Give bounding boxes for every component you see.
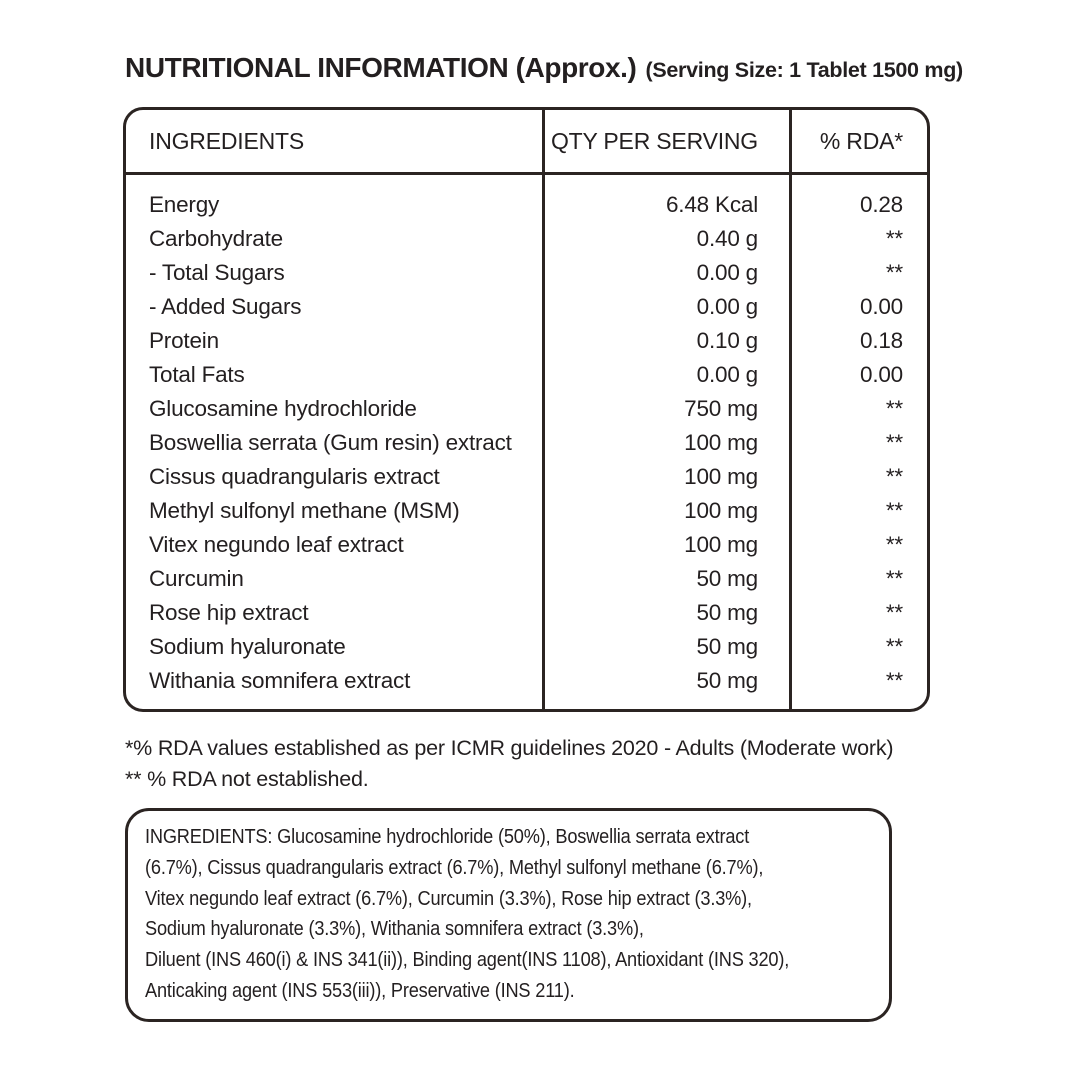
ingredient-qty: 100 mg [684, 430, 758, 455]
ingredients-line: INGREDIENTS: Glucosamine hydrochloride (50%), Boswellia serrata extract [145, 826, 750, 848]
ingredients-line: Sodium hyaluronate (3.3%), Withania somnifera extract (3.3%), [145, 918, 644, 941]
ingredient-rda: ** [885, 260, 903, 285]
ingredient-qty: 100 mg [684, 464, 758, 489]
table-row [126, 324, 927, 358]
ingredient-rda: ** [885, 498, 903, 523]
ingredients-line: (6.7%), Cissus quadrangularis extract (6.7%), Methyl sulfonyl methane (6.7%), [145, 856, 764, 879]
ingredient-name: Cissus quadrangularis extract [149, 464, 440, 489]
table-row [126, 596, 927, 630]
ingredient-name: - Added Sugars [149, 294, 302, 319]
ingredient-qty: 0.00 g [696, 260, 758, 285]
title-text: NUTRITIONAL INFORMATION (Approx.) [125, 52, 637, 83]
ingredient-name: Vitex negundo leaf extract [149, 532, 404, 557]
ingredient-name: Protein [149, 328, 219, 353]
ingredient-rda: ** [885, 566, 903, 591]
ingredient-name: Energy [149, 192, 220, 217]
ingredient-qty: 0.40 g [696, 226, 758, 251]
ingredient-qty: 0.00 g [696, 362, 758, 387]
ingredient-rda: ** [885, 668, 903, 693]
ingredient-rda: ** [885, 532, 903, 557]
header-qty-per-serving: QTY PER SERVING [550, 128, 758, 154]
ingredients-line: Anticaking agent (INS 553(iii)), Preservative (INS 211). [145, 979, 575, 1002]
ingredients-line: Vitex negundo leaf extract (6.7%), Curcumin (3.3%), Rose hip extract (3.3%), [145, 887, 752, 910]
ingredient-rda: ** [885, 430, 903, 455]
table-row [126, 256, 927, 290]
ingredient-qty: 50 mg [696, 600, 758, 625]
ingredient-rda: 0.00 [860, 362, 903, 387]
ingredient-qty: 6.48 Kcal [665, 192, 758, 217]
ingredient-name: Sodium hyaluronate [149, 634, 346, 659]
footnotes [125, 733, 893, 795]
page-title [125, 52, 963, 84]
column-divider-2 [789, 110, 792, 709]
ingredient-name: Withania somnifera extract [149, 668, 411, 693]
footnote-rda-not-established: ** % RDA not established. [125, 767, 369, 791]
ingredients-line: Diluent (INS 460(i) & INS 341(ii)), Binding agent(INS 1108), Antioxidant (INS 320), [145, 949, 790, 972]
ingredient-rda: 0.00 [860, 294, 903, 319]
table-body [126, 175, 927, 698]
ingredient-name: Carbohydrate [149, 226, 283, 251]
ingredient-rda: ** [885, 226, 903, 251]
table-row [126, 494, 927, 528]
ingredient-name: - Total Sugars [149, 260, 285, 285]
ingredient-rda: ** [885, 396, 903, 421]
table-row [126, 392, 927, 426]
ingredient-qty: 50 mg [696, 668, 758, 693]
table-row [126, 358, 927, 392]
nutrition-table [123, 107, 930, 712]
table-row [126, 664, 927, 698]
ingredient-name: Glucosamine hydrochloride [149, 396, 417, 421]
ingredient-rda: ** [885, 464, 903, 489]
ingredient-qty: 750 mg [684, 396, 758, 421]
column-divider-1 [542, 110, 545, 709]
header-rda: % RDA* [819, 128, 903, 154]
table-row [126, 630, 927, 664]
ingredient-qty: 0.00 g [696, 294, 758, 319]
serving-size-text: (Serving Size: 1 Tablet 1500 mg) [645, 58, 963, 82]
ingredient-rda: ** [885, 634, 903, 659]
ingredient-name: Rose hip extract [149, 600, 309, 625]
footnote-rda-established: *% RDA values established as per ICMR guidelines 2020 - Adults (Moderate work) [125, 736, 894, 760]
table-header-row [126, 110, 927, 175]
table-row [126, 528, 927, 562]
header-ingredients: INGREDIENTS [149, 128, 304, 154]
ingredient-qty: 100 mg [684, 532, 758, 557]
table-row [126, 562, 927, 596]
ingredient-name: Total Fats [149, 362, 245, 387]
ingredients-box-text [145, 822, 907, 1007]
ingredient-rda: 0.18 [860, 328, 903, 353]
table-row [126, 188, 927, 222]
ingredient-rda: ** [885, 600, 903, 625]
ingredient-qty: 50 mg [696, 634, 758, 659]
table-row [126, 426, 927, 460]
nutrition-table-inner [126, 110, 927, 709]
ingredient-rda: 0.28 [860, 192, 903, 217]
ingredient-qty: 100 mg [684, 498, 758, 523]
ingredients-box [125, 808, 892, 1022]
table-row [126, 460, 927, 494]
ingredient-qty: 50 mg [696, 566, 758, 591]
ingredient-name: Curcumin [149, 566, 244, 591]
ingredient-name: Boswellia serrata (Gum resin) extract [149, 430, 512, 455]
ingredient-name: Methyl sulfonyl methane (MSM) [149, 498, 460, 523]
table-row [126, 290, 927, 324]
ingredient-qty: 0.10 g [696, 328, 758, 353]
table-row [126, 222, 927, 256]
